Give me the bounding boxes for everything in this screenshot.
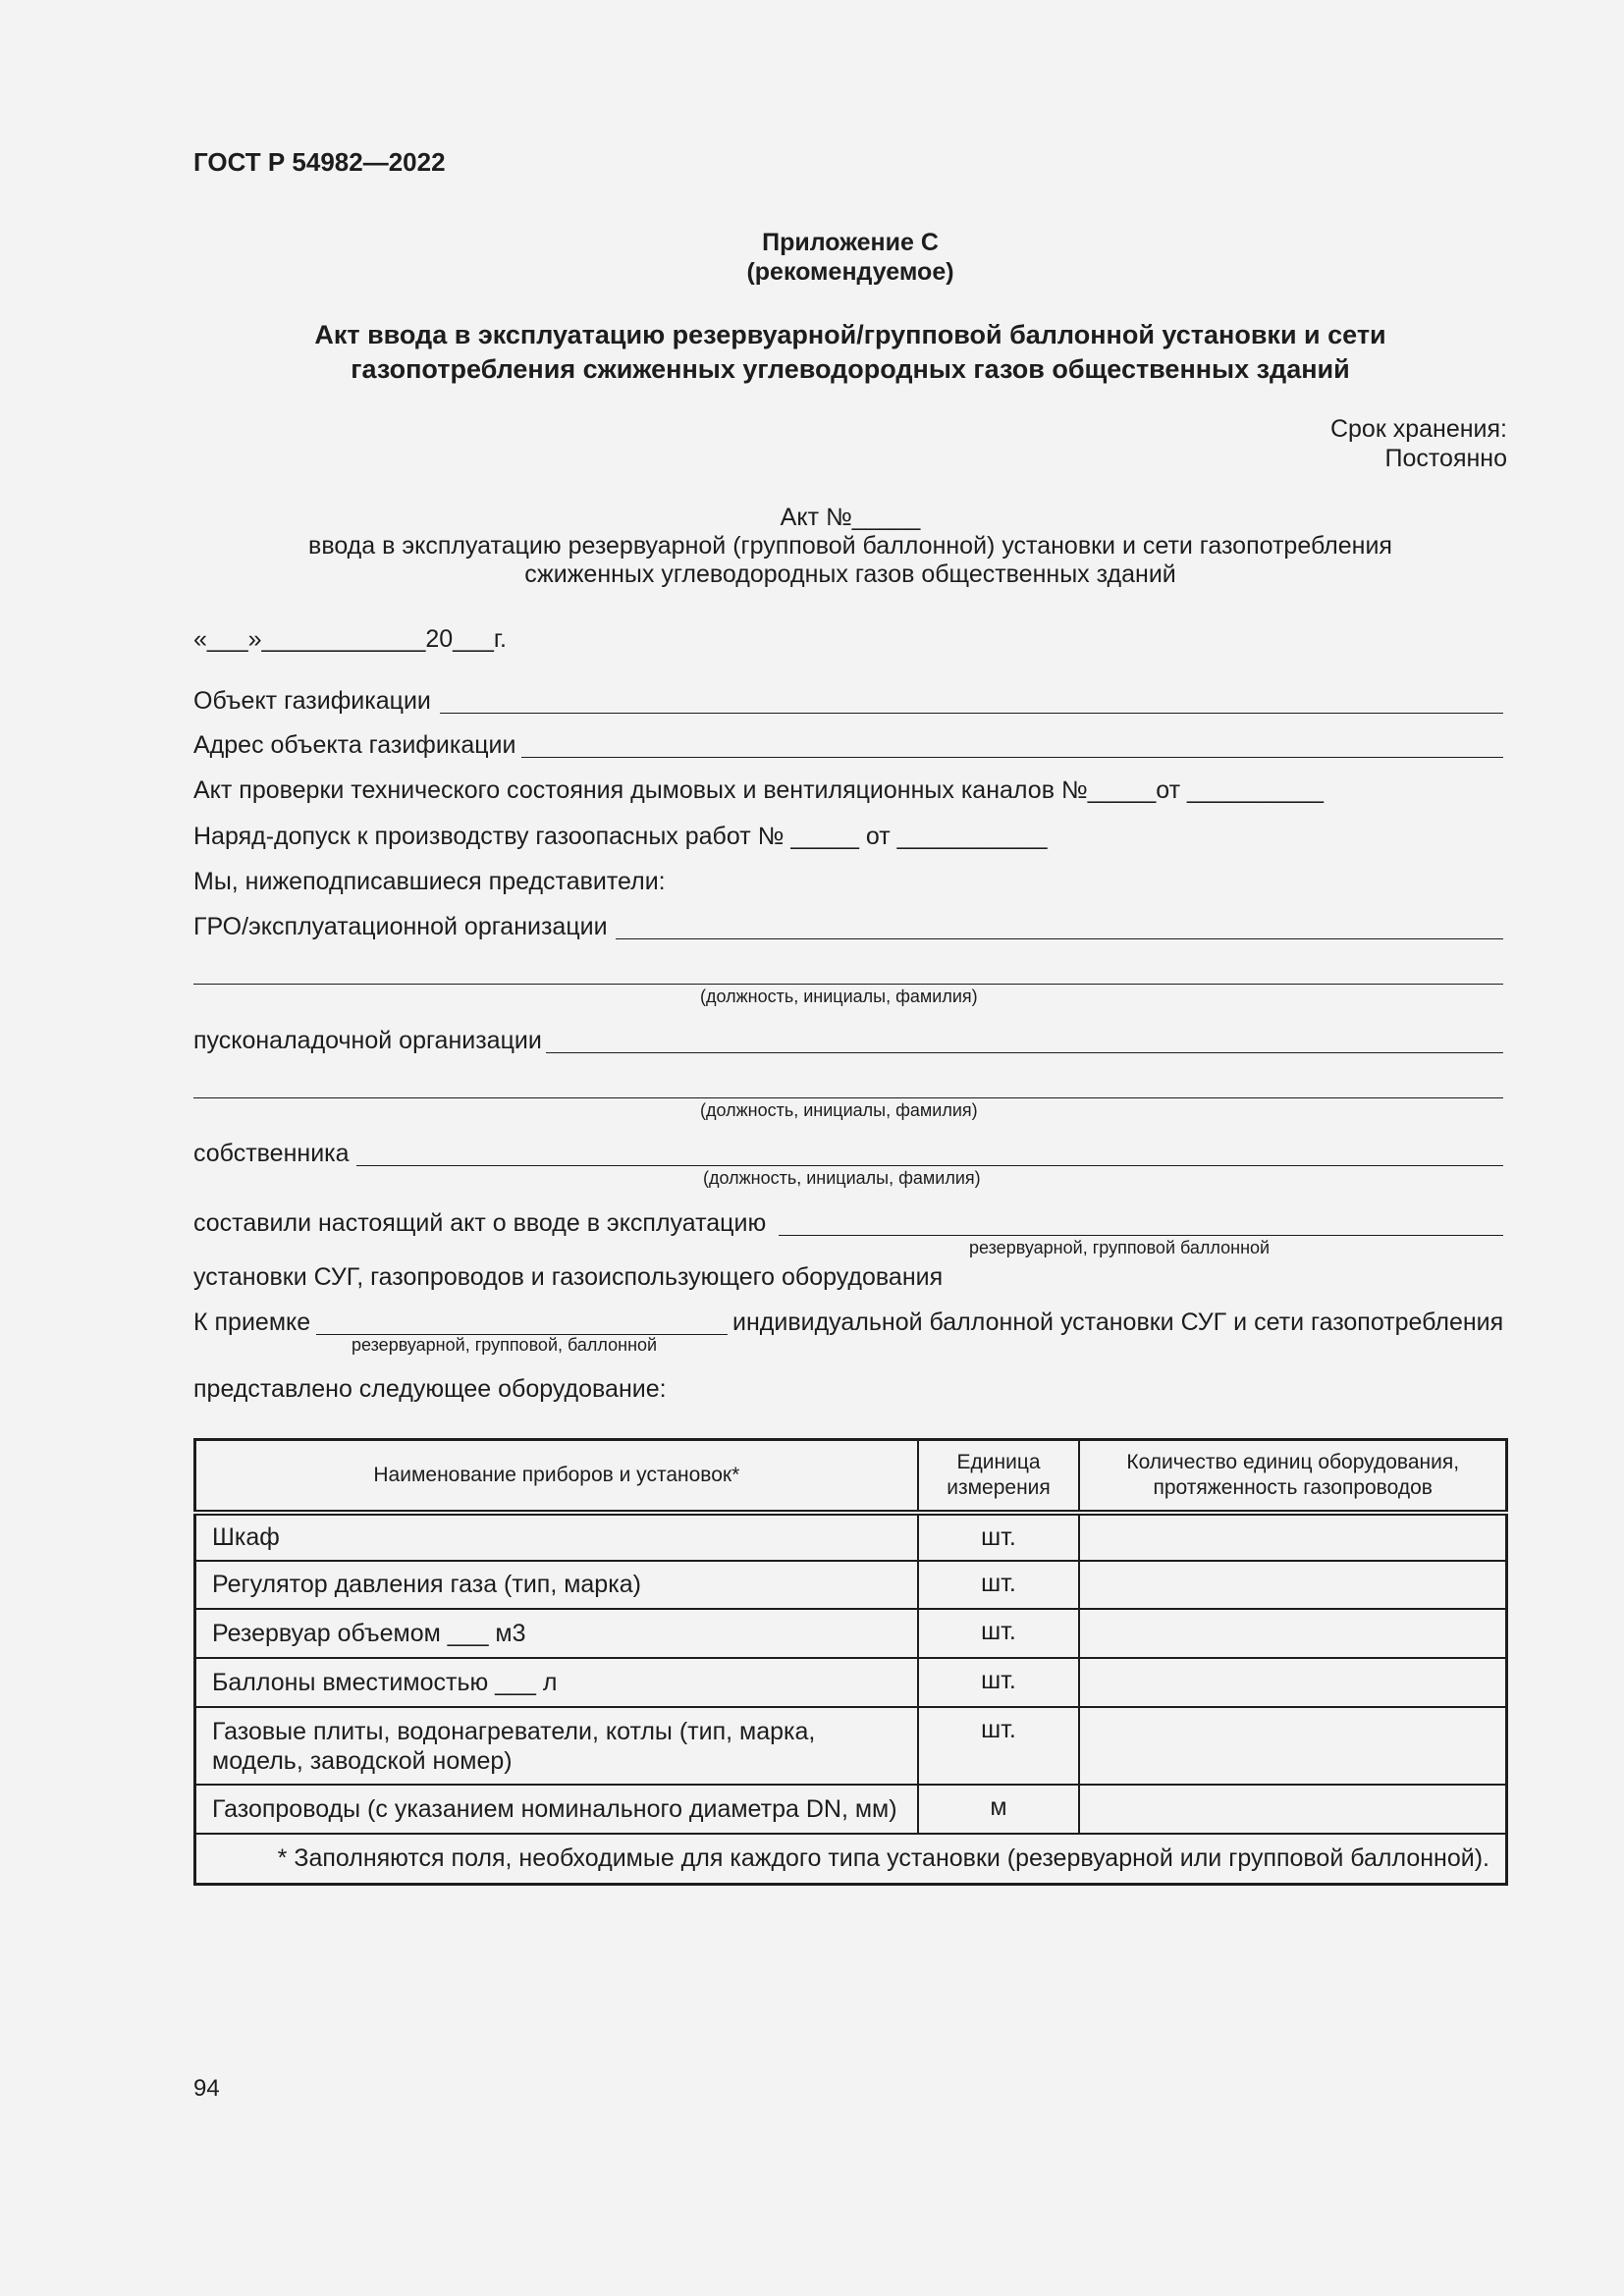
row-name: Баллоны вместимостью ___ л bbox=[195, 1658, 918, 1707]
storage-term bbox=[193, 414, 1507, 473]
address-label: Адрес объекта газификации bbox=[193, 731, 516, 759]
owner-input-line[interactable] bbox=[356, 1165, 1503, 1166]
equipment-table bbox=[193, 1438, 1508, 1886]
row-unit: шт. bbox=[918, 1561, 1080, 1609]
table-row bbox=[195, 1561, 1507, 1609]
table-header-row bbox=[195, 1440, 1507, 1514]
main-title-line1: Акт ввода в эксплуатацию резервуарной/групповой баллонной установки и сети bbox=[314, 320, 1386, 349]
date-line[interactable]: «___»____________20___г. bbox=[193, 625, 507, 653]
act-heading bbox=[193, 504, 1507, 589]
row-name: Резервуар объемом ___ м3 bbox=[195, 1609, 918, 1658]
gro-label: ГРО/эксплуатационной организации bbox=[193, 913, 608, 940]
commissioning-org-label: пусконаладочной организации bbox=[193, 1027, 542, 1054]
act-description-line2: сжиженных углеводородных газов общественных зданий bbox=[524, 561, 1176, 588]
installation-label: установки СУГ, газопроводов и газоиспользующего оборудования bbox=[193, 1263, 944, 1291]
owner-person-caption: (должность, инициалы, фамилия) bbox=[703, 1168, 981, 1188]
address-input-line[interactable] bbox=[521, 757, 1503, 758]
act-description-line1: ввода в эксплуатацию резервуарной (групповой баллонной) установки и сети газопотребления bbox=[308, 532, 1392, 560]
table-row bbox=[195, 1707, 1507, 1785]
row-unit: шт. bbox=[918, 1513, 1080, 1561]
row-name: Газопроводы (с указанием номинального диаметра DN, мм) bbox=[195, 1785, 918, 1834]
row-unit: шт. bbox=[918, 1609, 1080, 1658]
main-title bbox=[193, 318, 1507, 387]
installation-type-caption: резервуарной, групповой баллонной bbox=[969, 1238, 1271, 1257]
row-name: Газовые плиты, водонагреватели, котлы (тип, марка, модель, заводской номер) bbox=[195, 1707, 918, 1785]
row-unit: м bbox=[918, 1785, 1080, 1834]
gro-person-caption: (должность, инициалы, фамилия) bbox=[700, 987, 978, 1006]
acceptance-suffix: индивидуальной баллонной установки СУГ и сети газопотребления bbox=[732, 1308, 1504, 1336]
row-quantity-cell[interactable] bbox=[1079, 1609, 1506, 1658]
row-unit: шт. bbox=[918, 1707, 1080, 1785]
acceptance-type-caption: резервуарной, групповой, баллонной bbox=[352, 1335, 658, 1355]
object-input-line[interactable] bbox=[440, 713, 1503, 714]
header-quantity: Количество единиц оборудования, протяженность газопроводов bbox=[1079, 1440, 1506, 1514]
commissioning-person-caption: (должность, инициалы, фамилия) bbox=[700, 1100, 978, 1120]
gro-input-line[interactable] bbox=[616, 938, 1503, 939]
commissioning-org-input-line[interactable] bbox=[546, 1052, 1503, 1053]
table-row bbox=[195, 1513, 1507, 1561]
row-quantity-cell[interactable] bbox=[1079, 1561, 1506, 1609]
row-quantity-cell[interactable] bbox=[1079, 1785, 1506, 1834]
table-row bbox=[195, 1785, 1507, 1834]
representatives-label: Мы, нижеподписавшиеся представители: bbox=[193, 868, 666, 895]
chimney-act-line[interactable]: Акт проверки технического состояния дымовых и вентиляционных каналов №_____от __________ bbox=[193, 776, 1325, 804]
acceptance-prefix: К приемке bbox=[193, 1308, 311, 1336]
appendix-title: Приложение С bbox=[762, 229, 939, 256]
object-label: Объект газификации bbox=[193, 687, 431, 715]
header-name: Наименование приборов и установок* bbox=[195, 1440, 918, 1514]
compiled-label: составили настоящий акт о вводе в эксплуатацию bbox=[193, 1209, 767, 1237]
row-quantity-cell[interactable] bbox=[1079, 1513, 1506, 1561]
header-unit: Единица измерения bbox=[918, 1440, 1080, 1514]
page-number: 94 bbox=[193, 2075, 220, 2102]
appendix-heading bbox=[193, 228, 1507, 287]
document-code: ГОСТ Р 54982—2022 bbox=[193, 147, 446, 177]
table-row bbox=[195, 1658, 1507, 1707]
storage-label: Срок хранения: bbox=[1329, 415, 1507, 443]
owner-label: собственника bbox=[193, 1140, 350, 1167]
row-name: Регулятор давления газа (тип, марка) bbox=[195, 1561, 918, 1609]
row-quantity-cell[interactable] bbox=[1079, 1658, 1506, 1707]
equipment-intro: представлено следующее оборудование: bbox=[193, 1375, 667, 1403]
table-footnote: * Заполняются поля, необходимые для каждого типа установки (резервуарной или групповой баллонной). bbox=[195, 1834, 1507, 1885]
installation-type-input-line[interactable] bbox=[779, 1235, 1503, 1236]
row-name: Шкаф bbox=[195, 1513, 918, 1561]
table-row bbox=[195, 1609, 1507, 1658]
appendix-subtitle: (рекомендуемое) bbox=[746, 258, 954, 286]
storage-value: Постоянно bbox=[1384, 445, 1507, 472]
permit-line[interactable]: Наряд-допуск к производству газоопасных работ № _____ от ___________ bbox=[193, 823, 1048, 850]
row-quantity-cell[interactable] bbox=[1079, 1707, 1506, 1785]
commissioning-person-line[interactable] bbox=[193, 1097, 1503, 1098]
row-unit: шт. bbox=[918, 1658, 1080, 1707]
main-title-line2: газопотребления сжиженных углеводородных газов общественных зданий bbox=[351, 354, 1350, 384]
table-footnote-row bbox=[195, 1834, 1507, 1885]
act-number: Акт №_____ bbox=[780, 504, 921, 531]
gro-person-line[interactable] bbox=[193, 984, 1503, 985]
